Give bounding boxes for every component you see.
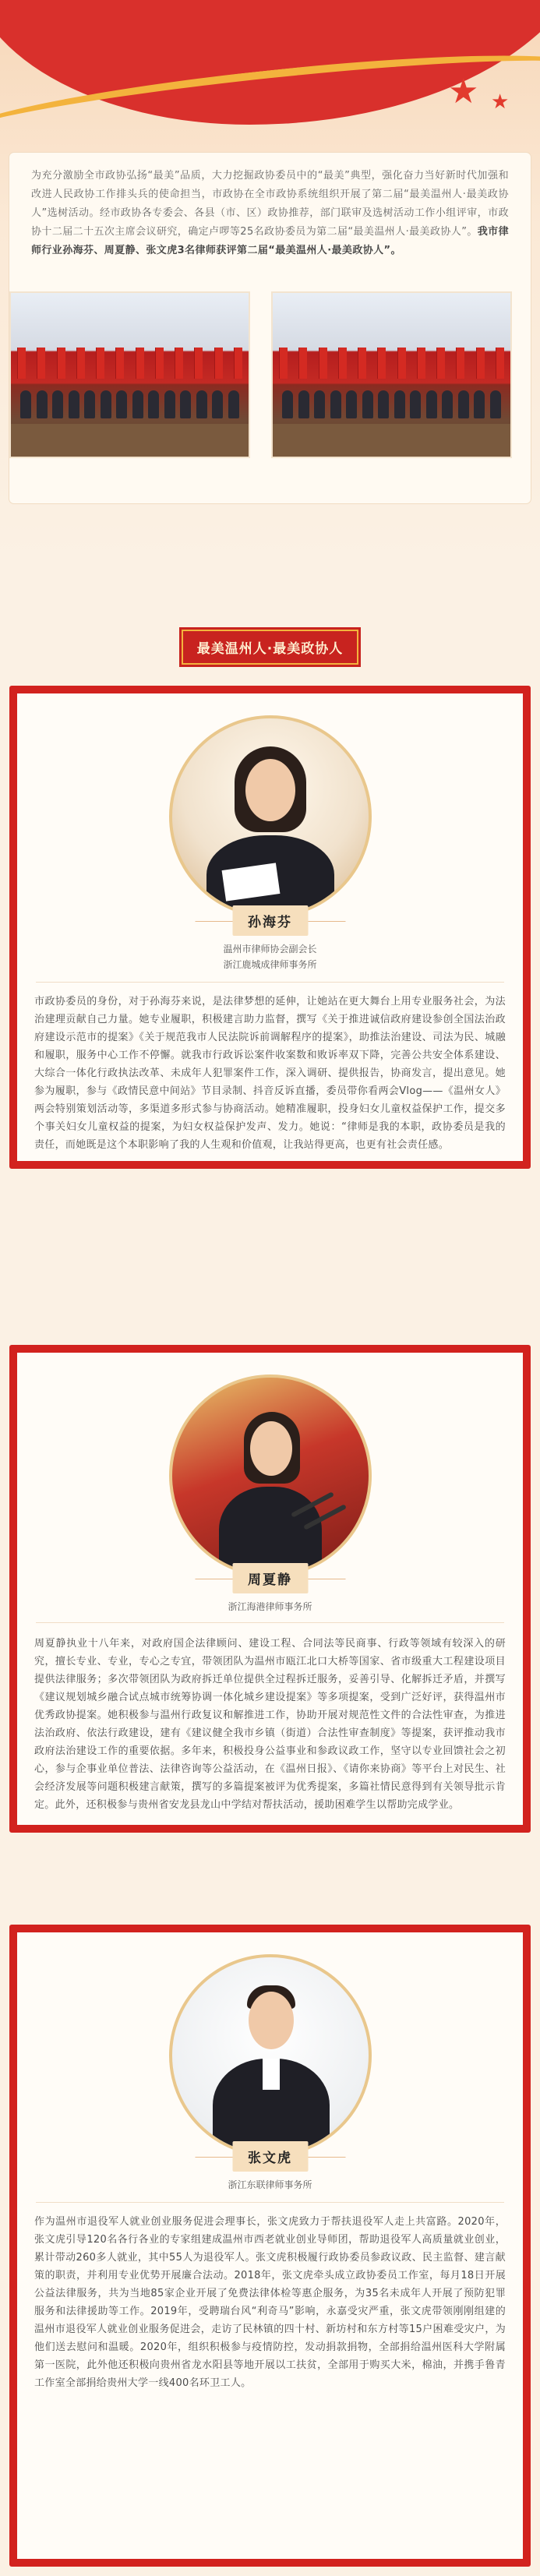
- profile-firm: 浙江鹿城成律师事务所: [223, 959, 317, 970]
- portrait-photo: [169, 715, 372, 918]
- profile-name: 张文虎: [232, 2141, 308, 2172]
- profile-card: [9, 686, 531, 1169]
- ceremony-photo: [9, 291, 250, 458]
- profile-card: [9, 1925, 531, 2567]
- intro-panel: [9, 153, 531, 503]
- divider: [36, 982, 504, 983]
- profile-name: 孙海芬: [232, 905, 308, 936]
- profile-name: 周夏静: [232, 1563, 308, 1593]
- intro-paragraph: [31, 167, 509, 260]
- intro-text: 为充分激励全市政协弘扬“最美”品质，大力挖掘政协委员中的“最美”典型，强化奋力当好新时代加强和改进人民政协工作排头兵的使命担当，市政协在全市政协系统组织开展了第二届“最美温州人·最美政协人”选树活动。经市政协各专委会、各县（市、区）政协推荐，部门联审及选树活动工作小组评审，市政协十二届二十五次主席会议研究，确定卢啰等25名政协委员为第二届“最美温州人·最美政协人”。: [31, 170, 509, 238]
- intro-highlight: 我市律师行业孙海芬、周夏静、张文虎3名律师获评第二届“最美温州人·最美政协人”。: [31, 226, 509, 256]
- profile-card: [9, 1345, 531, 1833]
- divider: [36, 2202, 504, 2203]
- divider: [36, 1622, 504, 1623]
- star-icon: ★: [491, 90, 510, 114]
- section-heading-wrap: [0, 630, 540, 665]
- profile-title: 温州市律师协会副会长: [223, 944, 317, 955]
- ceremony-photo: [271, 291, 512, 458]
- top-banner: [0, 0, 540, 561]
- star-icon: ★: [448, 72, 479, 111]
- profile-firm: 浙江东联律师事务所: [228, 2179, 312, 2190]
- profile-bio: 市政协委员的身份，对于孙海芬来说，是法律梦想的延伸，让她站在更大舞台上用专业服务社会，为法治建理贡献自己力量。她专业履职，积极建言助力监督，撰写《关于推进诚信政府建设参创全国法治政府建设示范市的提案》《关于规范我市人民法院诉前调解程序的提案》，助推法治建设、司法为民、城融和履职，服务中心工作不停懈。就我市行政诉讼案件收案数和败诉率双下降，完善公共安全体系建设、大综合一体化行政执法改革、未成年人犯罪案件工作，深入调研、提供报告，协商发言，提出意见。她参为履职，参与《政情民意中间站》节目录制、抖音反诉直播，委员带你看两会Vlog——《温州女人》两会特别策划活动等，多渠道多形式参与协商活动。她精准履职，投身妇女儿童权益保护工作，提交多个事关妇女儿童权益的提案，为妇女权益保护发声、发力。她说：“律师是我的本职，政协委员是我的责任，而她既是这个本职影响了我的人生观和价值观，让我站得更高，也更有社会责任感。: [34, 996, 506, 1151]
- portrait-photo: [169, 1954, 372, 2157]
- profile-bio: 作为温州市退役军人就业创业服务促进会理事长，张文虎致力于帮扶退役军人走上共富路。2020年，张文虎引导120名各行各业的专家组建成温州市西老就业创业导师团，帮助退役军人高质量就业创业，累计带动260多人就业，其中55人为退役军人。张文虎积极履行政协委员参政议政、民主监督、建言献策的职责，并利用专业优势开展廉合法动。2018年，张文虎牵头成立政协委员工作室，每月18日开展公益法律服务，共为当地85家企业开展了免费法律体检等惠企服务，为35名未成年人开展了预防犯罪服务和法律援助等工作。2019年，受聘瑞台风“利奇马”影响，永嘉受灾严重，张文虎带领刚刚组建的温州市退役军人就业创业服务促进会，走访了民林镇的四十村、新坊村和东方村等15户困难受灾户，为他们送去慰问和温暖。2020年，组织积极参与疫情防控，发动捐款捐物，全部捐给温州医科大学附属第一医院，此外他还积极向贵州省龙水阳县等地开展以工扶贫，全部用于购买大米，棉油，并携手鲁青工作室全部捐给贵州大学一线400名环卫工人。: [34, 2216, 506, 2389]
- profile-bio: 周夏静执业十八年来，对政府国企法律顾问、建设工程、合同法等民商事、行政等领域有较深入的研究，擅长专业、专业，专心之专宜，带领团队为温州市瓯江北口大桥等国家、省市级重大工程建设项目提供法律服务；多次带领团队为政府拆迁单位提供全过程拆迁服务，妥善引导、化解拆迁矛盾，并撰写《建议规划城乡融合试点城市统筹协调一体化城乡建设提案》等多项提案，受到广泛好评，获得温州市优秀政协提案。她积极参与温州行政复议和解推进工作，协助开展对规范性文件的合法性审查，为推进法治政府、依法行政建设，建有《建议健全我市乡镇（街道）合法性审查制度》等提案，获评推动我市政府法治建设工作的重要依据。多年来，积极投身公益事业和参政议政工作，坚守以专业回馈社会之初心，参与企事业单位普法、法律咨询等公益活动，在《温州日报》、《请你来协商》等平台上对民生、社会经济发展等问题积极建言献策，撰写的多篇提案被评为优秀提案，多篇社情民意得到有关领导批示肯定。此外，还积极参与贵州省安龙县龙山中学结对帮扶活动，援助困难学生以帮助完成学业。: [34, 1638, 506, 1811]
- section-title: 最美温州人·最美政协人: [182, 630, 358, 665]
- portrait-photo: [169, 1374, 372, 1577]
- profile-firm: 浙江海港律师事务所: [228, 1601, 312, 1612]
